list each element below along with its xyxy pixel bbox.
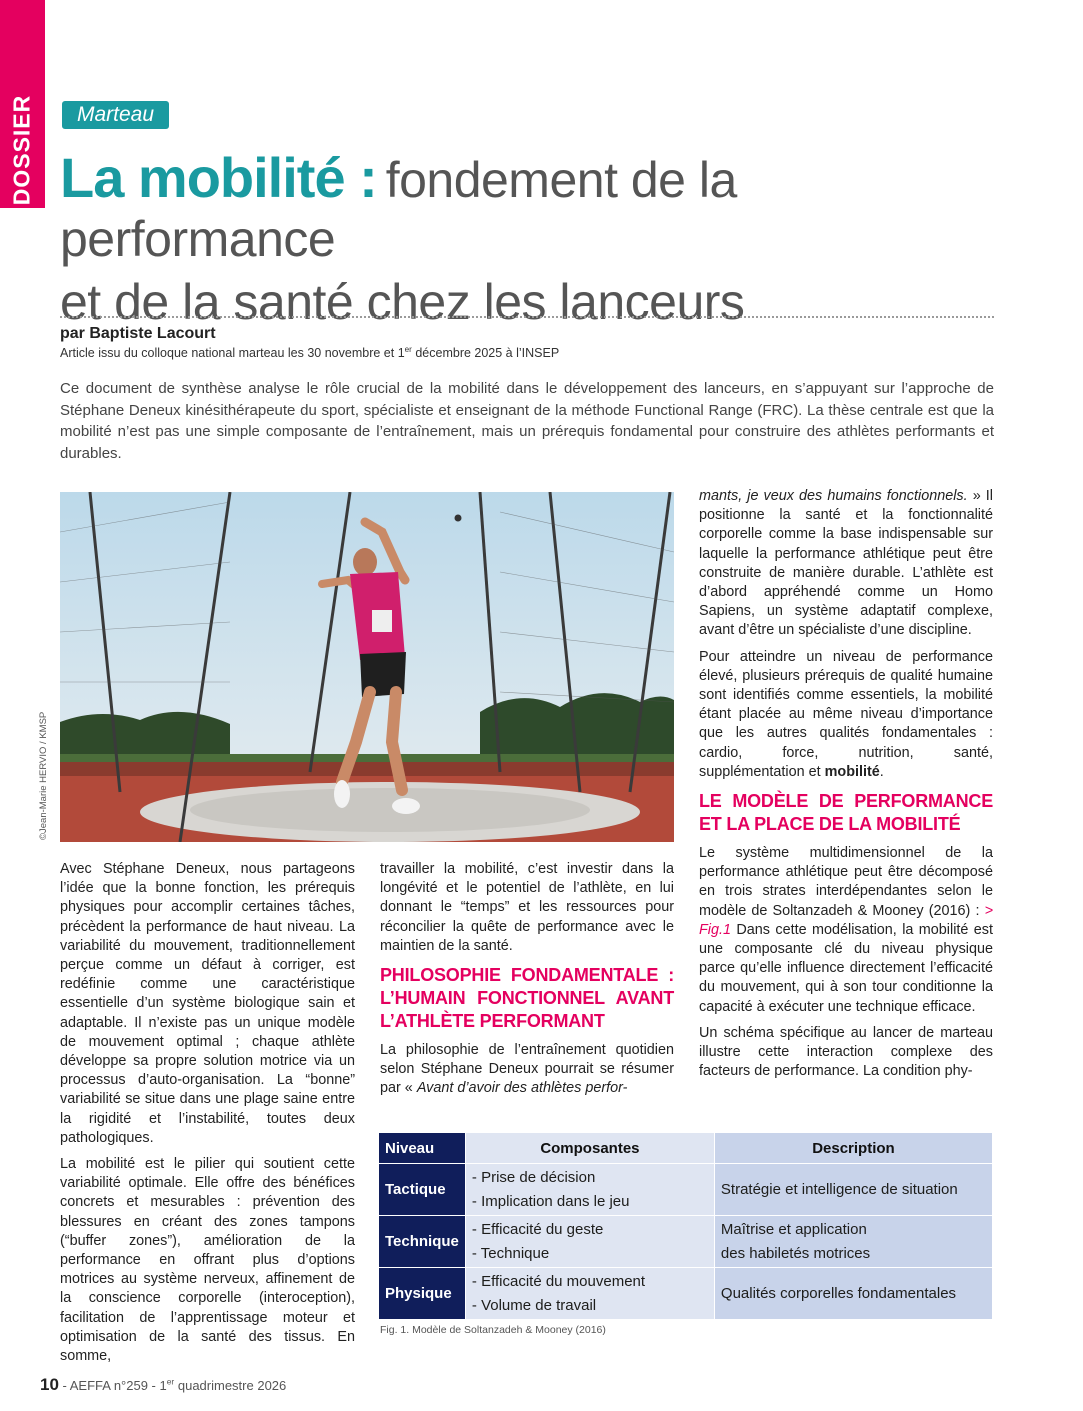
photo-credit: ©Jean-Marie HERVIO / KMSP [38, 711, 49, 840]
row-components [465, 1268, 714, 1320]
col1-paragraph-2: La mobilité est le pilier qui soutient cette variabilité optimale. Elle offre des bénéfices concrets et mesurables : prévention des blessures en créant des zones tampons (“buffer zones”), amélioration de la performance en offrant plus d’options motrices au système nerveux, affinement de la conscience corporelle (interoception), facilitation de l’apprentissage moteur et optimisation de la santé des tissus. En somme, [60, 1156, 355, 1365]
col2-paragraph-2 [380, 1041, 674, 1099]
photo-illustration [60, 492, 674, 842]
footer-text-end: quadrimestre 2026 [174, 1378, 287, 1393]
header-description: Description [714, 1133, 992, 1164]
figure-reference[interactable]: > Fig.1 [699, 902, 993, 938]
title-line2: et de la santé chez les lanceurs [60, 274, 745, 330]
article-title [60, 145, 1020, 332]
col3-p2-bold: mobilité [824, 763, 880, 780]
quote-close: » [967, 488, 981, 504]
row-description [714, 1164, 992, 1216]
col3-paragraph-1 [699, 487, 993, 641]
col3-p2-text: Pour atteindre un niveau de performance élevé, plusieurs prérequis de qualité humaine sont identifiés comme essentiels, la mobilité étant placée au même niveau d’importance que les autres qualités fondamentales : cardio, force, nutrition, santé, supplémentation et [699, 648, 993, 780]
heading-philosophy: PHILOSOPHIE FONDAMENTALE : L’HUMAIN FONCTIONNEL AVANT L’ATHLÈTE PERFORMANT [380, 965, 674, 1032]
description-line: des habiletés motrices [720, 1244, 871, 1262]
component-item: - Efficacité du mouvement [471, 1272, 646, 1290]
footer-sup: er [166, 1376, 175, 1387]
table-row [379, 1216, 993, 1268]
dossier-label: DOSSIER [8, 94, 35, 206]
table-row [379, 1164, 993, 1216]
description-line: Qualités corporelles fondamentales [720, 1284, 957, 1302]
text-column-1 [60, 860, 355, 1373]
text-column-2 [380, 860, 674, 1106]
col2-p2-quote: Avant d’avoir des athlètes perfor- [416, 1080, 628, 1097]
component-item: - Technique [471, 1244, 550, 1262]
author-byline: par Baptiste Lacourt [60, 325, 216, 342]
table-header-row [379, 1133, 993, 1164]
footer-text: - AEFFA n°259 - 1 [58, 1378, 167, 1393]
component-item: - Prise de décision [471, 1168, 596, 1186]
page-number: 10 [40, 1375, 59, 1394]
row-level: Physique [379, 1268, 466, 1320]
intro-paragraph: Ce document de synthèse analyse le rôle crucial de la mobilité dans le développement des lanceurs, en s’appuyant sur l’approche de Stéphane Deneux kinésithérapeute du sport, spécialiste et enseignant de la méthode Functional Range (FRC). La thèse centrale est que la mobilité n’est pas une simple composante de l’entraînement, mais un prérequis fondamental pour construire des athlètes performants et durables. [60, 380, 994, 462]
row-description [714, 1216, 992, 1268]
quote-continuation: mants, je veux des humains fonctionnels. [699, 488, 968, 504]
col3-p1-text: Il positionne la santé et la fonctionnalité corporelle comme la base indispensable sur laquelle la performance athlétique peut être construite de manière durable. L’athlète est d’abord appréhendé comme un Homo Sapiens, un système adaptatif complexe, avant d’être un spécialiste d’une discipline. [699, 488, 993, 639]
row-components [465, 1164, 714, 1216]
article-source [60, 345, 559, 360]
row-components [465, 1216, 714, 1268]
source-before: Article issu du colloque national marteau les 30 novembre et 1 [60, 346, 405, 361]
title-sub: fondement de la performance [60, 152, 737, 267]
description-line: Maîtrise et application [720, 1220, 867, 1238]
section-kicker: Marteau [62, 101, 169, 129]
col3-p3-text: Le système multidimensionnel de la performance athlétique peut être décomposé en trois strates interdépendantes selon le modèle de Soltanzadeh & Mooney (2016) : [699, 845, 993, 919]
dossier-tab [0, 0, 45, 208]
header-components: Composantes [465, 1133, 714, 1164]
row-level: Tactique [379, 1164, 466, 1216]
col3-paragraph-2 [699, 648, 993, 782]
figure-caption: Fig. 1. Modèle de Soltanzadeh & Mooney (2016) [380, 1324, 606, 1336]
component-item: - Efficacité du geste [471, 1220, 604, 1238]
component-item: - Volume de travail [471, 1296, 597, 1314]
col2-p2-text: La philosophie de l’entraînement quotidien selon Stéphane Deneux pourrait se résumer par « [380, 1042, 674, 1097]
component-item: - Implication dans le jeu [471, 1192, 630, 1210]
row-level: Technique [379, 1216, 466, 1268]
heading-performance-model: LE MODÈLE DE PERFORMANCE ET LA PLACE DE LA MOBILITÉ [699, 791, 993, 835]
performance-model-table [378, 1132, 993, 1320]
col1-paragraph-1: Avec Stéphane Deneux, nous partageons l’idée que la bonne fonction, les prérequis physiques pour accomplir certaines tâches, précèdent la performance de haut niveau. La variabilité du mouvement, traditionnellement perçue comme un défaut à corriger, est redéfinie comme une caractéristique essentielle d’un système biologique sain et adaptable. Il n’existe pas un unique modèle de mouvement optimal ; chaque athlète développe sa propre solution motrice via un processus d’auto-organisation. La “bonne” variabilité se situe dans une plage saine entre la rigidité et l’instabilité, toutes deux pathologiques. [60, 861, 355, 1146]
col3-p4-text: Dans cette modélisation, la mobilité est une composante clé du niveau physique parce qu’elle influence directement l’efficacité du mouvement, qui à son tour conditionne la capacité à exécuter une technique efficace. [699, 921, 993, 1015]
dotted-divider [60, 316, 994, 318]
col3-p2-end: . [879, 763, 884, 780]
text-column-3 [699, 487, 993, 1088]
hammer-thrower-photo [60, 492, 674, 842]
table-row [379, 1268, 993, 1320]
col2-paragraph-1: travailler la mobilité, c’est investir dans la longévité et le potentiel de l’athlète, en lui donnant le “temps” et les ressources pour réconcilier la quête de performance avec le maintien de la santé. [380, 861, 674, 954]
row-description [714, 1268, 992, 1320]
title-main: La mobilité : [60, 146, 377, 209]
col3-paragraph-3 [699, 844, 993, 1017]
page-footer [40, 1375, 286, 1395]
col3-paragraph-4: Un schéma spécifique au lancer de marteau illustre cette interaction complexe des facteurs de performance. La condition phy- [699, 1024, 993, 1080]
source-sup: er [404, 345, 412, 354]
description-line: Stratégie et intelligence de situation [720, 1180, 958, 1198]
header-level: Niveau [379, 1133, 466, 1164]
source-after: décembre 2025 à l’INSEP [411, 346, 560, 361]
